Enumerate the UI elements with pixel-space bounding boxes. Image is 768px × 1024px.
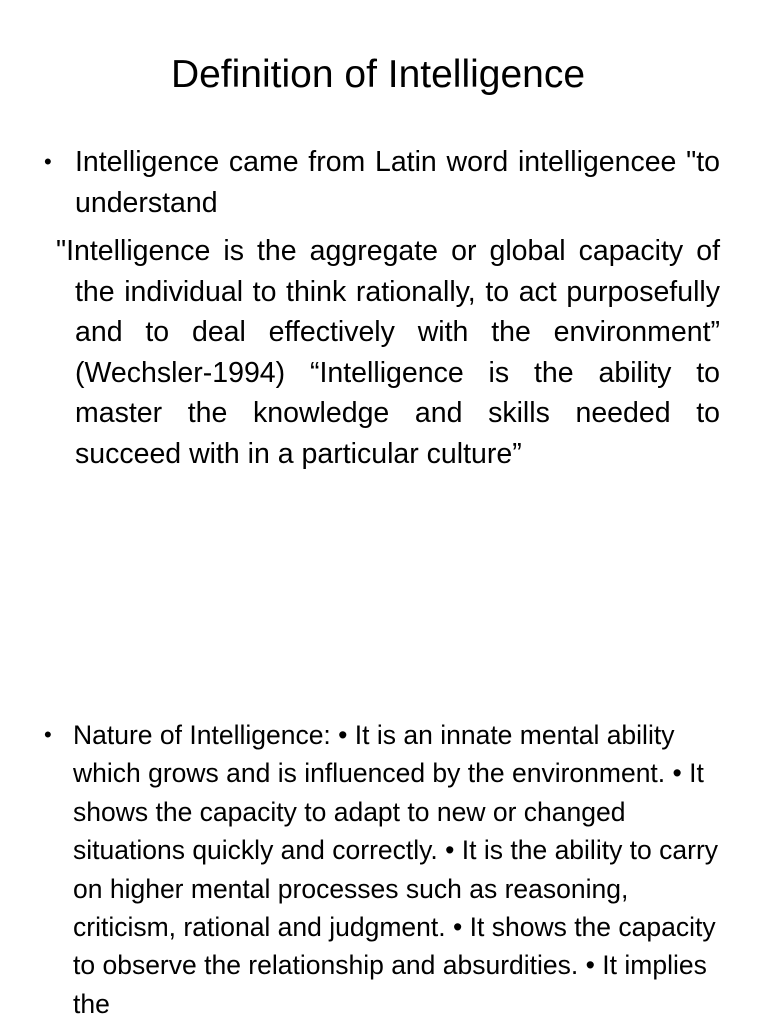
- bullet-marker-icon: •: [44, 722, 52, 747]
- bullet-text: Nature of Intelligence: • It is an innate mental ability which grows and is influenced by the environment. • It shows the capacity to adapt to new or changed situations quickly and correctly. • It is the ability to carry on higher mental processes such as reasoning, criticism, rational and judgment. • It shows the capacity to observe the relationship and absurdities. • It implies the: [73, 720, 719, 1019]
- bullet-item-nature: [44, 716, 720, 1023]
- quote-paragraph: "Intelligence is the aggregate or global capacity of the individual to think rationally, to act purposefully and to deal effectively with the environment” (Wechsler-1994) “Intelligence is the ability to master the knowledge and skills needed to succeed with in a particular culture”: [56, 235, 720, 470]
- bullet-item-definition: [44, 142, 720, 224]
- bullet-text: Intelligence came from Latin word intelligencee "to understand: [75, 146, 720, 219]
- page-title: Definition of Intelligence: [170, 53, 586, 96]
- bullet-marker-icon: •: [44, 149, 52, 174]
